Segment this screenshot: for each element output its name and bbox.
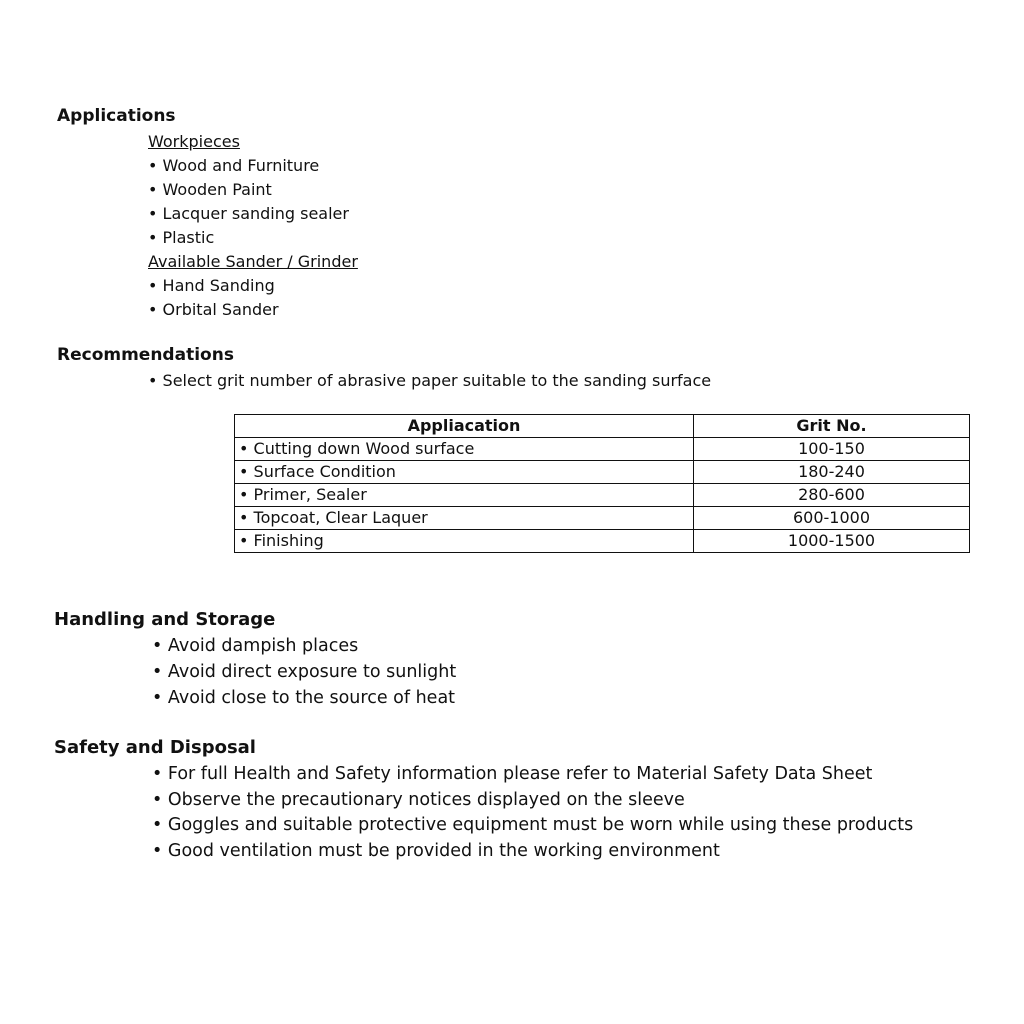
handling-heading: Handling and Storage (54, 609, 276, 630)
list-item: • Plastic (148, 226, 358, 250)
table-row (235, 530, 970, 553)
list-item: • Orbital Sander (148, 298, 358, 322)
recommendations-heading: Recommendations (57, 345, 234, 365)
grit-cell: 1000-1500 (694, 530, 970, 553)
list-item: • Wooden Paint (148, 178, 358, 202)
application-cell: • Finishing (235, 530, 694, 553)
recommendations-list (148, 369, 711, 393)
list-item: • Goggles and suitable protective equipment must be worn while using these products (152, 813, 913, 839)
workpieces-list (148, 154, 358, 250)
table-row (235, 507, 970, 530)
list-item: • Observe the precautionary notices displayed on the sleeve (152, 788, 913, 814)
sander-list (148, 274, 358, 322)
column-header-application: Appliacation (235, 415, 694, 438)
applications-heading: Applications (57, 106, 176, 126)
applications-section (148, 130, 358, 322)
list-item: • Wood and Furniture (148, 154, 358, 178)
list-item: • Select grit number of abrasive paper suitable to the sanding surface (148, 369, 711, 393)
list-item: • Avoid direct exposure to sunlight (152, 659, 456, 685)
list-item: • Lacquer sanding sealer (148, 202, 358, 226)
application-cell: • Surface Condition (235, 461, 694, 484)
list-item: • For full Health and Safety information please refer to Material Safety Data Sheet (152, 762, 913, 788)
grit-cell: 600-1000 (694, 507, 970, 530)
workpieces-subheading: Workpieces (148, 132, 240, 151)
list-item: • Hand Sanding (148, 274, 358, 298)
handling-list (152, 633, 456, 711)
column-header-grit: Grit No. (694, 415, 970, 438)
list-item: • Good ventilation must be provided in the working environment (152, 839, 913, 865)
list-item: • Avoid close to the source of heat (152, 685, 456, 711)
application-cell: • Cutting down Wood surface (235, 438, 694, 461)
safety-heading: Safety and Disposal (54, 737, 256, 758)
table-row (235, 438, 970, 461)
sander-subheading: Available Sander / Grinder (148, 252, 358, 271)
table-row (235, 484, 970, 507)
list-item: • Avoid dampish places (152, 633, 456, 659)
grit-table (234, 414, 970, 553)
grit-cell: 100-150 (694, 438, 970, 461)
table-header-row (235, 415, 970, 438)
table-row (235, 461, 970, 484)
application-cell: • Primer, Sealer (235, 484, 694, 507)
grit-cell: 280-600 (694, 484, 970, 507)
application-cell: • Topcoat, Clear Laquer (235, 507, 694, 530)
grit-cell: 180-240 (694, 461, 970, 484)
safety-list (152, 762, 913, 864)
